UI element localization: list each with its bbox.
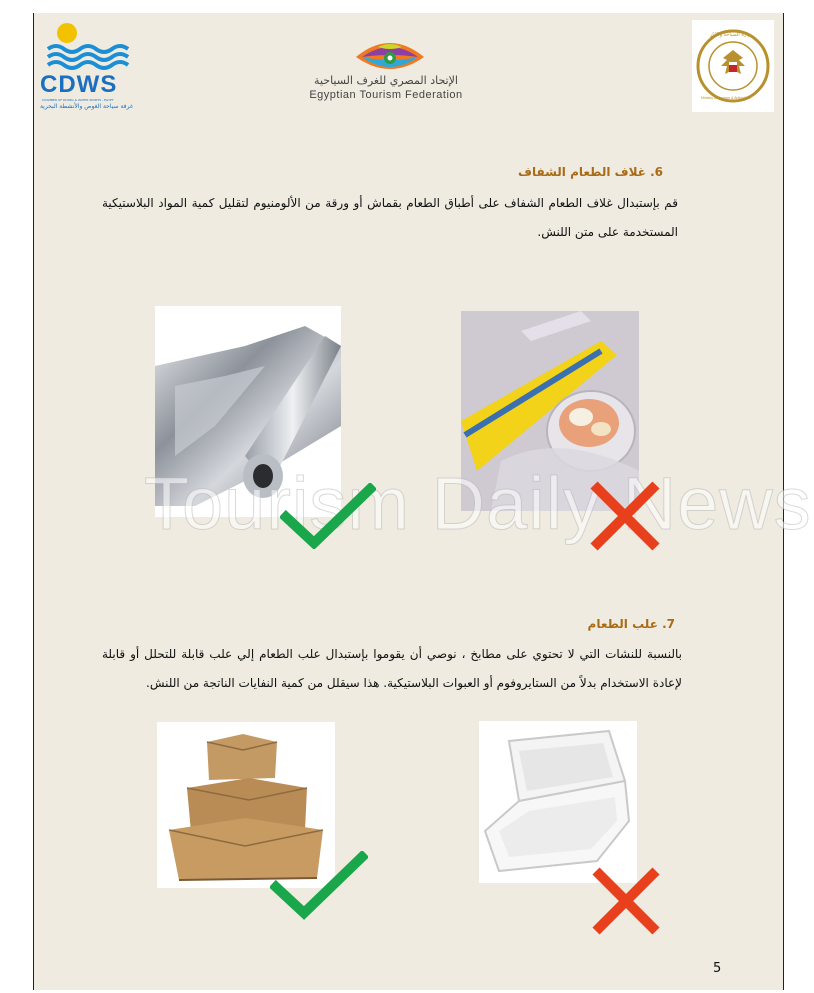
check-mark-icon [270,851,368,921]
cdws-logo-text: CDWS [40,71,118,98]
section7-body: بالنسبة للنشات التي لا تحتوي على مطابخ ، نوصي أن يقوموا بإستبدال علب الطعام إلي علب قابلة للتحلل أو قابلة لإعادة الاستخدام بدلاً من الستايروفوم أو العبوات البلاستيكية. هذا سيقلل من كمية النفايات الناتجة من اللنش. [102,647,682,690]
watermark: Tourism Daily News [144,462,812,545]
ministry-seal-text-en: Ministry of Tourism & Antiquities [701,96,751,100]
ministry-seal [692,20,774,112]
etf-name-english: Egyptian Tourism Federation [309,89,463,101]
page-number: 5 [713,961,722,976]
cdws-logo-arabic: غرفة سياحة الغوص والأنشطة البحرية [39,103,133,110]
styrofoam-container-photo [479,721,637,883]
document-page [33,13,812,990]
section6-heading: 6. غلاف الطعام الشفاف [518,165,663,179]
check-mark-icon [280,483,376,549]
ministry-seal-text-ar: وزارة السياحة والآثار [710,32,753,38]
cross-mark-icon [590,865,662,937]
cross-mark-icon [588,479,662,553]
section7-heading: 7. علب الطعام [587,617,675,631]
section6-body: قم بإستبدال غلاف الطعام الشفاف على أطباق الطعام بقماش أو ورقة من الألومنيوم لتقليل كمية المواد البلاستيكية المستخدمة على متن اللنش. [102,196,678,239]
cdws-logo-subtitle: CHAMBER OF DIVING & WATER SPORTS - EGYPT [42,98,114,102]
etf-logo [296,37,486,107]
etf-eye-icon [352,37,428,75]
cdws-logo [38,21,134,113]
etf-name-arabic: الإتحاد المصري للغرف السياحية [314,74,458,87]
